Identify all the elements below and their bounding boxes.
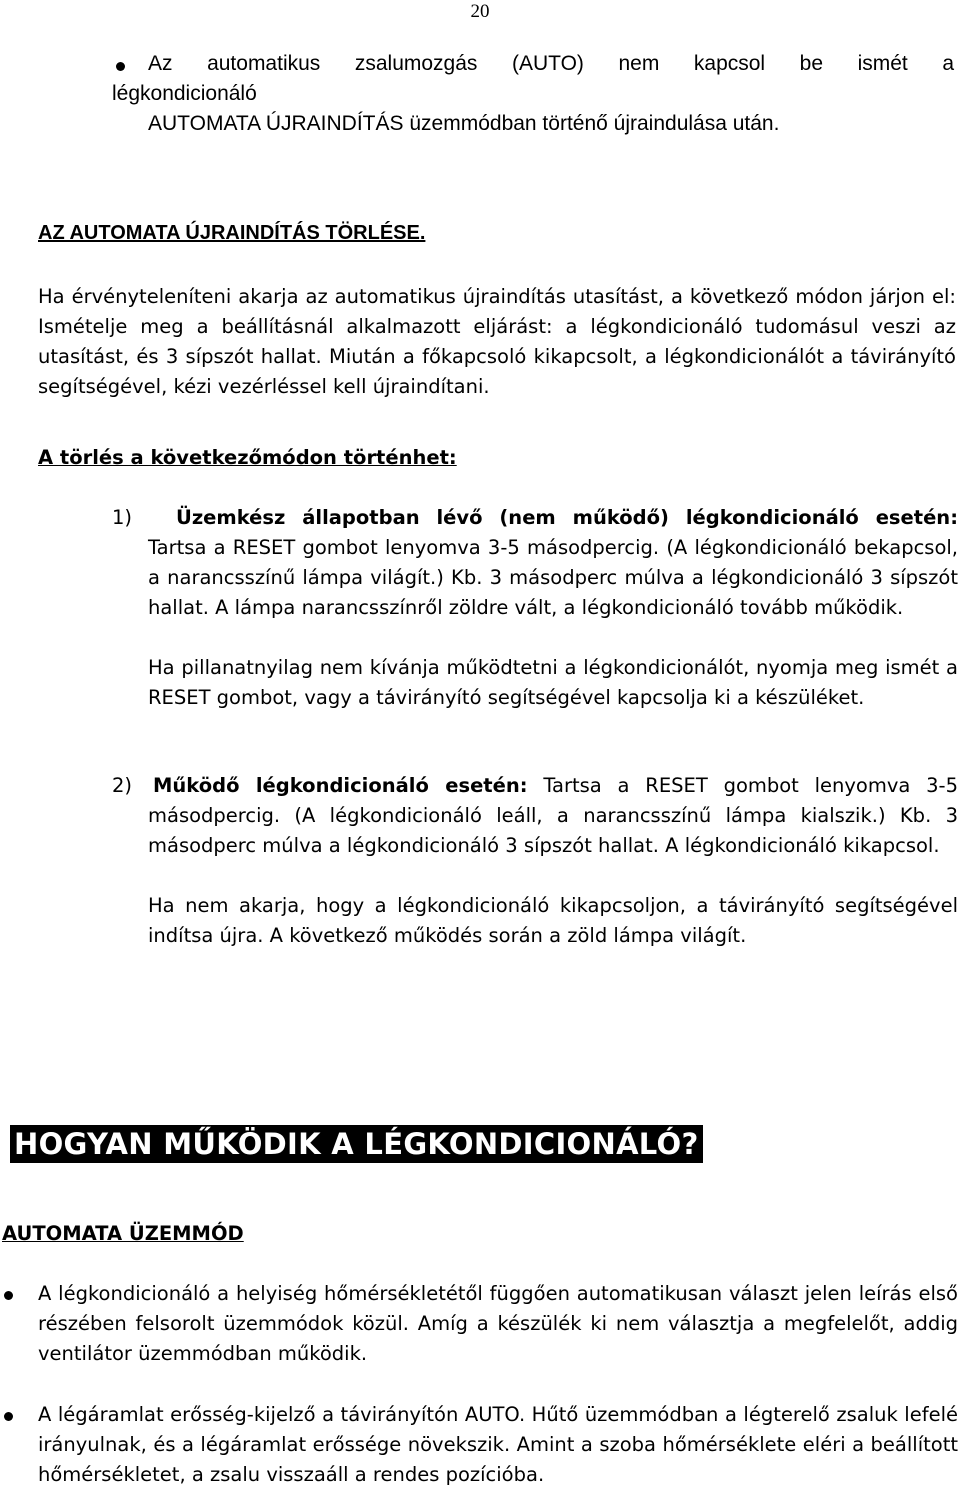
item-text: Tartsa a RESET gombot lenyomva 3-5 másodpercig. (A légkondicionáló bekapcsol, a narancsszínű lámpa világít.) Kb. 3 másodperc múlva a légkondicionáló 3 sípszót hallat. A lámpa narancsszínről zöldre vált, a légkondicionáló tovább működik. (148, 536, 958, 619)
automata-bullet: A légkondicionáló a helyiség hőmérsékletétől függően automatikusan választ jelen leírás első részében felsorolt üzemmódok közül. Amíg a készülék ki nem választja a megfelelőt, addig ventilátor üzemmódban működik. (38, 1282, 958, 1365)
item-number: 1) (112, 506, 133, 529)
automata-heading: AUTOMATA ÜZEMMÓD (2, 1222, 244, 1245)
page-number: 20 (470, 1, 490, 22)
bullet-icon (4, 1291, 13, 1300)
auto-restart-heading: AZ AUTOMATA ÚJRAINDÍTÁS TÖRLÉSE. (38, 222, 426, 244)
main-title: HOGYAN MŰKÖDIK A LÉGKONDICIONÁLÓ? (10, 1125, 703, 1163)
bullet-line: AUTOMATA ÚJRAINDÍTÁS üzemmódban történő újraindulása után. (148, 112, 780, 135)
auto-restart-paragraph: Ha érvényteleníteni akarja az automatikus újraindítás utasítást, a következő módon járjon el: Ismételje meg a beállításnál alkalmazott eljárást: a légkondicionáló tudomásul veszi az utasítást, és 3 sípszót hallat. Miután a főkapcsoló kikapcsolt, a légkondicionálót a távirányító segítségével, kézi vezérléssel kell újraindítani. (38, 285, 956, 398)
numbered-item (148, 771, 958, 861)
item-extra: Ha nem akarja, hogy a légkondicionáló kikapcsoljon, a távirányító segítségével indítsa újra. A következő működés során a zöld lámpa világít. (148, 894, 958, 947)
bullet-icon (4, 1412, 13, 1421)
numbered-item (148, 503, 958, 623)
item-text: Tartsa a RESET gombot lenyomva 3-5 másodpercig. (A légkondicionáló leáll, a narancsszínű lámpa kialszik.) Kb. 3 másodperc múlva a légkondicionáló 3 sípszót hallat. A légkondicionáló kikapcsol. (148, 774, 958, 857)
auto-louver-bullet (110, 49, 954, 139)
bullet-line: Az automatikus zsalumozgás (AUTO) nem kapcsol be ismét a (148, 52, 954, 75)
deletion-heading: A törlés a következőmódon történhet: (38, 446, 457, 469)
item-condition: Működő légkondicionáló esetén: (153, 774, 528, 797)
item-condition: Üzemkész állapotban lévő (nem működő) légkondicionáló esetén: (176, 506, 958, 529)
automata-bullet: A légáramlat erősség-kijelző a távirányítón AUTO. Hűtő üzemmódban a légterelő zsaluk lefelé irányulnak, és a légáramlat erőssége növekszik. Amint a szoba hőmérséklete eléri a beállított hőmérsékletet, a zsalu visszaáll a rendes pozícióba. (38, 1403, 958, 1486)
item-extra: Ha pillanatnyilag nem kívánja működtetni a légkondicionálót, nyomja meg ismét a RESET gombot, vagy a távirányító segítségével kapcsolja ki a készüléket. (148, 656, 958, 709)
bullet-line: légkondicionáló (112, 82, 257, 105)
item-number: 2) (112, 774, 133, 797)
